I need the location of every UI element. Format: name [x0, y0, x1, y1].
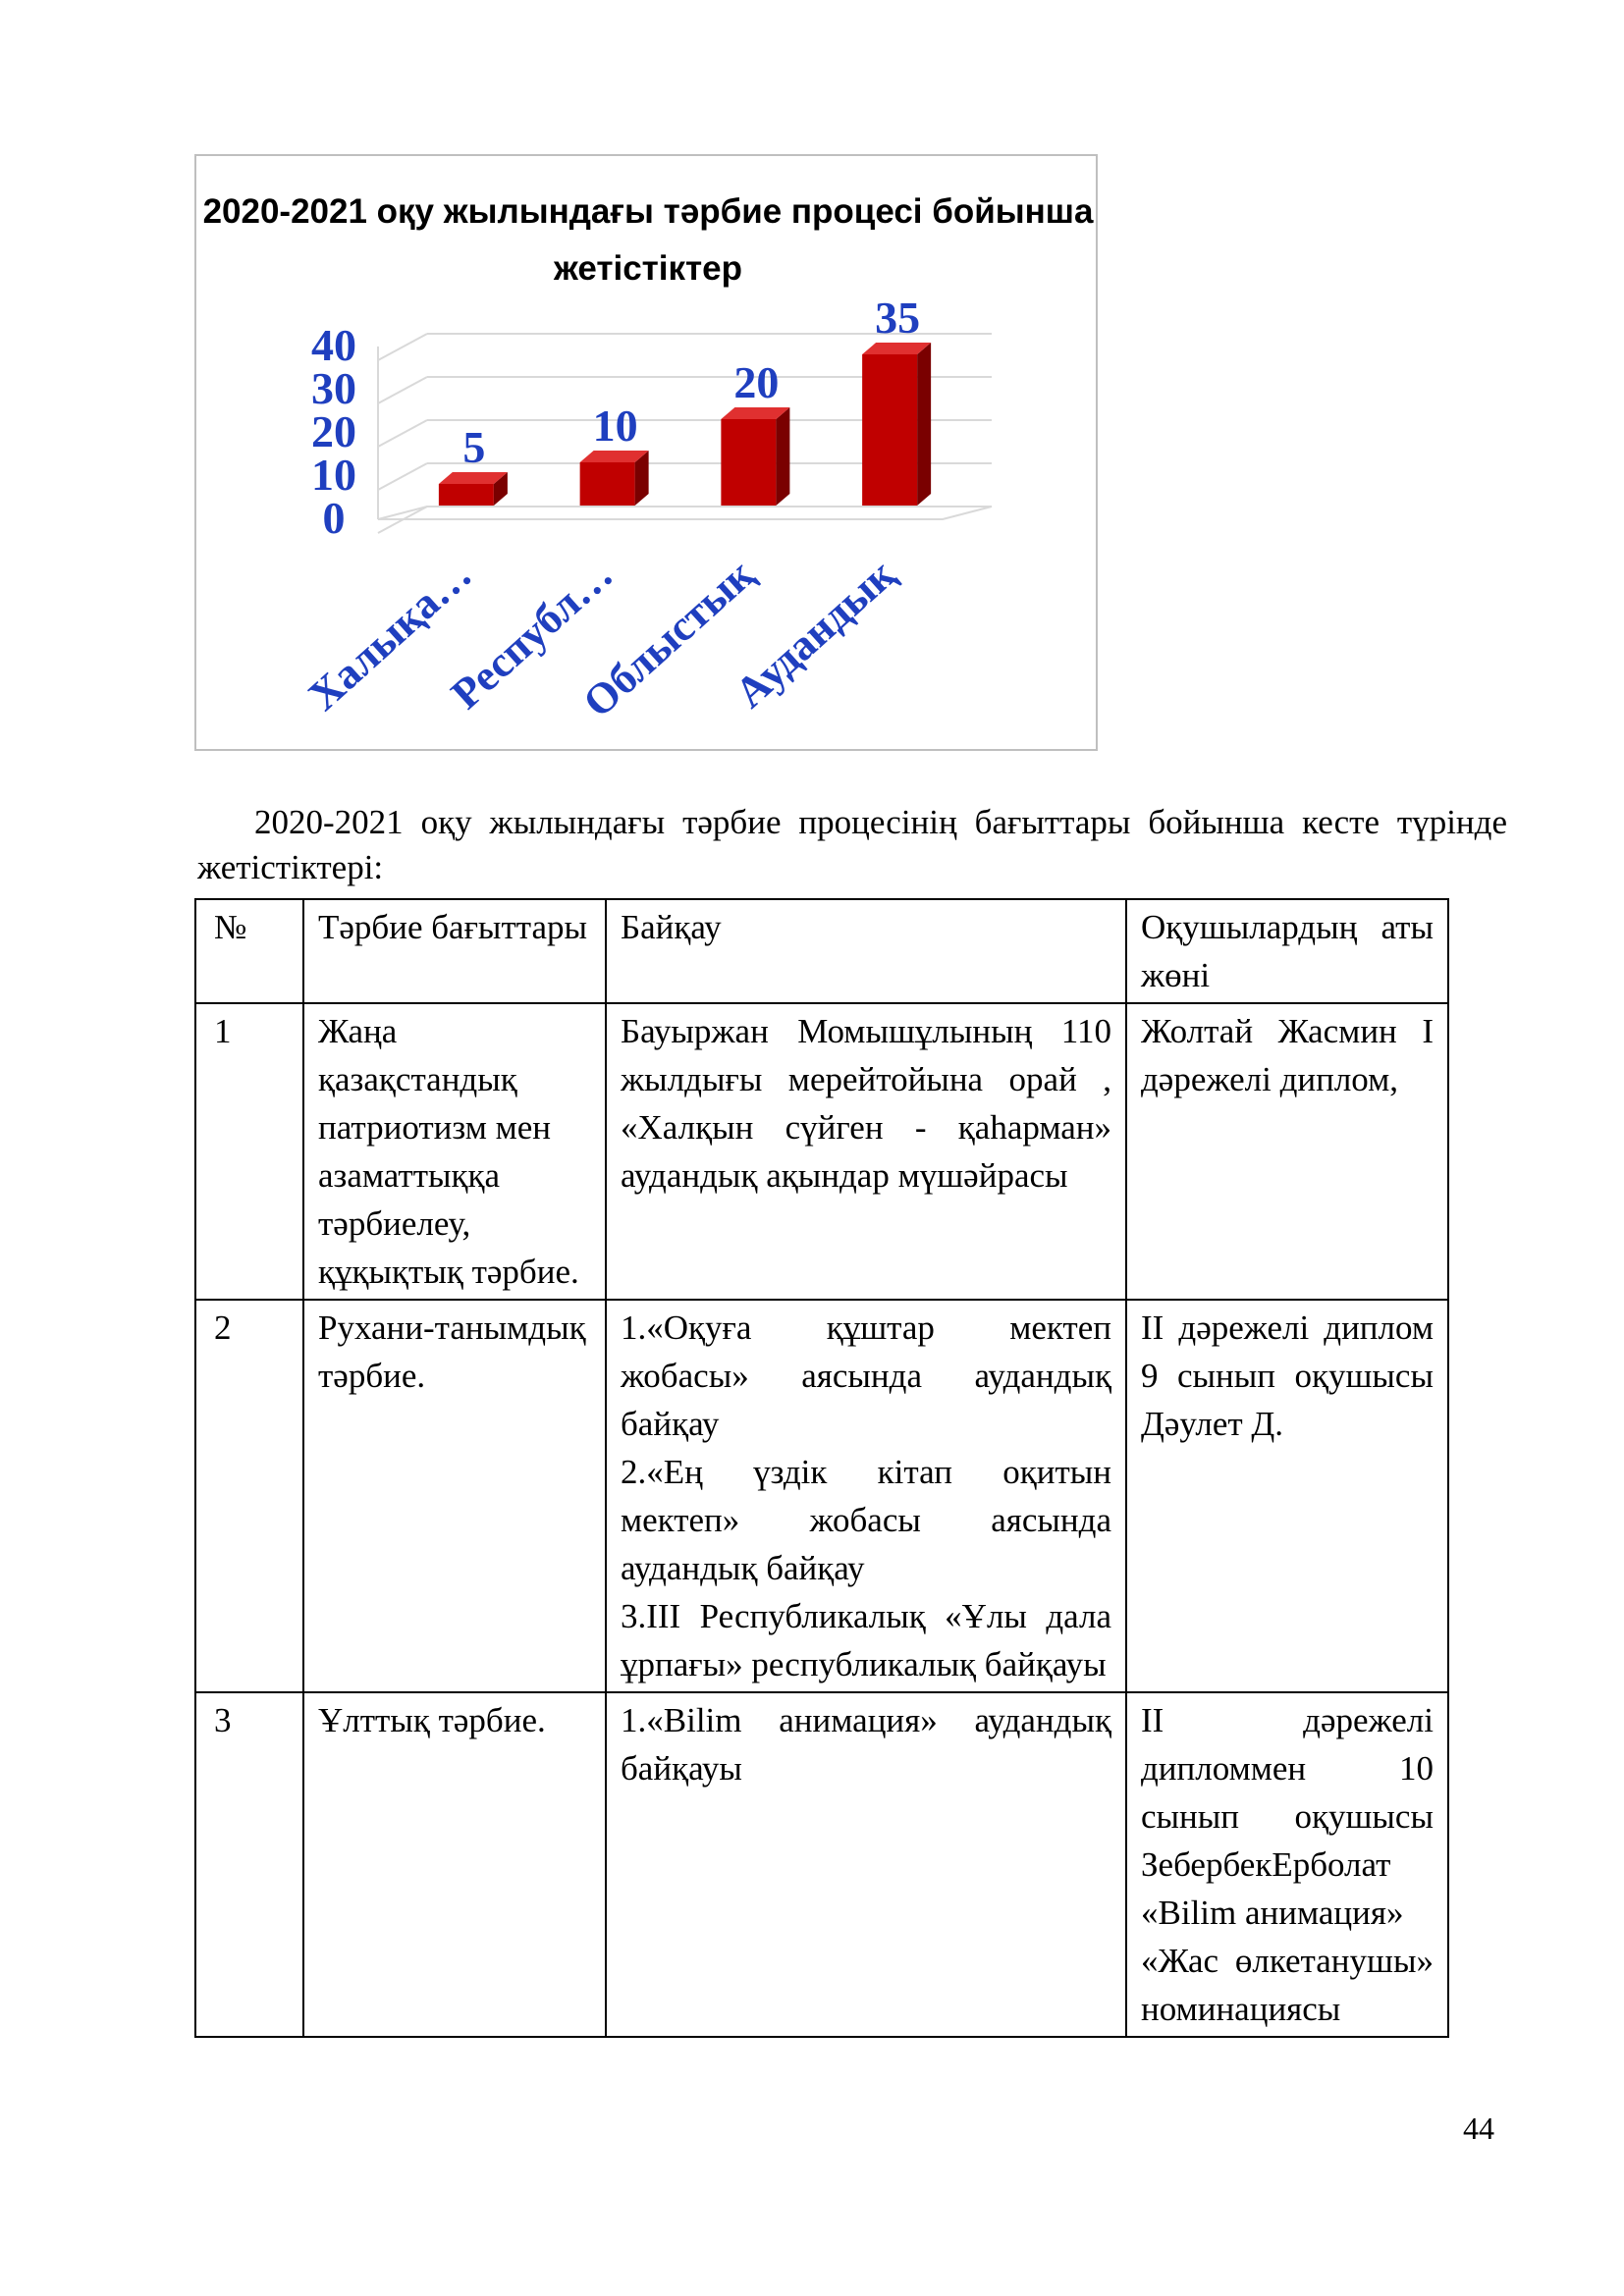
row-direction: Жаңа қазақстандық патриотизм мен азаматтыққа тәрбиелеу, құқықтық тәрбие.: [303, 1003, 606, 1300]
student-item: «Bilim анимация»: [1141, 1894, 1404, 1932]
row-students: [1126, 1003, 1448, 1300]
table-row: [195, 1003, 1448, 1300]
event-item: 2.«Ең үздік кітап оқитын мектеп» жобасы аясында аудандық байқау: [621, 1453, 1111, 1587]
row-events: [606, 1300, 1126, 1692]
chart-title: 2020-2021 оқу жылындағы тәрбие процесі бойынша жетістіктер: [202, 192, 1094, 288]
y-tick-label: 20: [311, 406, 356, 456]
event-item: Бауыржан Момышұлының 110 жылдығы мерейтойына орай , «Халқын сүйген - қаһарман» аудандық ақындар мүшәйрасы: [621, 1012, 1111, 1195]
data-label: 20: [733, 357, 780, 407]
bar: [439, 484, 494, 506]
achievements-table: [194, 898, 1449, 2038]
bar-chart: [196, 156, 1100, 753]
y-tick-label: 10: [311, 450, 356, 500]
y-tick-label: 0: [322, 493, 346, 543]
header-event: Байқау: [606, 899, 1126, 1003]
table-row: [195, 1300, 1448, 1692]
row-number: 3: [195, 1692, 303, 2037]
row-number: 2: [195, 1300, 303, 1692]
x-tick-label: Аудандық: [726, 550, 904, 718]
bar-side: [776, 407, 789, 506]
row-students: [1126, 1300, 1448, 1692]
data-label: 35: [875, 293, 921, 343]
gridline-side: [378, 463, 427, 490]
row-events: [606, 1692, 1126, 2037]
event-item: 3.ІІІ Республикалық «Ұлы дала ұрпағы» республикалық байқауы: [621, 1597, 1111, 1683]
student-item: «Жас өлкетанушы» номинациясы: [1141, 1942, 1434, 2028]
row-number: 1: [195, 1003, 303, 1300]
table-header-row: [195, 899, 1448, 1003]
student-item: ІІ дәрежелі диплом 9 сынып оқушысы Дәулет Д.: [1141, 1308, 1434, 1443]
gridline-side: [378, 420, 427, 447]
data-label: 10: [592, 400, 638, 451]
student-item: Жолтай Жасмин І дәрежелі диплом,: [1141, 1012, 1434, 1098]
student-item: ІІ дәрежелі дипломмен 10 сынып оқушысы ЗебербекЕрболат: [1141, 1701, 1434, 1884]
gridline-side: [378, 377, 427, 403]
x-tick-label: Халықа…: [298, 550, 481, 721]
page-number: 44: [1463, 2110, 1494, 2146]
header-number: №: [195, 899, 303, 1003]
data-label: 5: [462, 422, 486, 472]
intro-paragraph: [197, 800, 1507, 890]
y-tick-label: 30: [311, 363, 356, 413]
x-tick-label: Республ…: [442, 550, 623, 719]
row-direction: Рухани-танымдық тәрбие.: [303, 1300, 606, 1692]
bar: [580, 462, 635, 506]
gridline-side: [378, 334, 427, 360]
row-events: [606, 1003, 1126, 1300]
y-tick-label: 40: [311, 320, 356, 370]
header-students: Оқушылардың аты жөні: [1126, 899, 1448, 1003]
bar: [721, 419, 776, 506]
table-row: [195, 1692, 1448, 2037]
row-direction: Ұлттық тәрбие.: [303, 1692, 606, 2037]
header-direction: Тәрбие бағыттары: [303, 899, 606, 1003]
chart-container: [194, 154, 1098, 751]
x-tick-label: Облыстық: [573, 550, 764, 727]
intro-text: 2020-2021 оқу жылындағы тәрбие процесінің бағыттары бойынша кесте түрінде жетістіктері:: [197, 803, 1507, 886]
row-students: [1126, 1692, 1448, 2037]
bar: [862, 354, 917, 506]
event-item: 1.«Оқуға құштар мектеп жобасы» аясында аудандық байқау: [621, 1308, 1111, 1443]
chart-floor: [378, 507, 992, 519]
bar-side: [917, 343, 931, 506]
event-item: 1.«Bilim анимация» аудандық байқауы: [621, 1701, 1111, 1788]
